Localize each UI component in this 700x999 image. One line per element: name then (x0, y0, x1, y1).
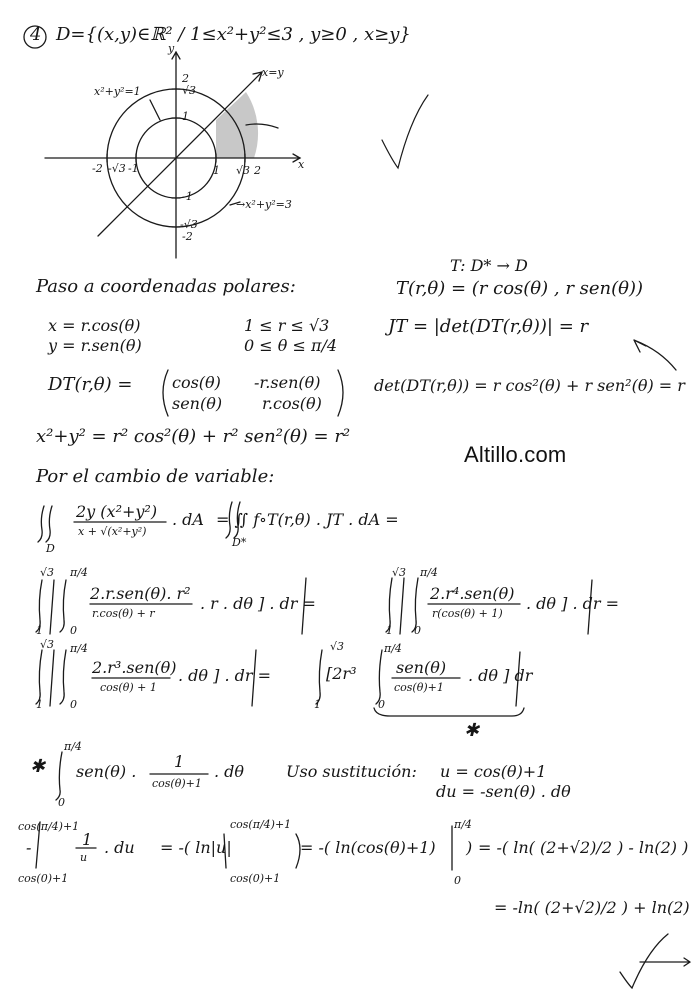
step2-lower: 0 (454, 874, 461, 887)
r-upper-4: √3 (330, 640, 345, 653)
aux-frac-den: cos(θ)+1 (152, 777, 202, 790)
du-definition: du = -sen(θ) . dθ (436, 782, 571, 801)
t-upper-1: π/4 (70, 566, 88, 579)
line-label: x=y (262, 66, 284, 79)
i3-tail: . dθ ] . dr = (526, 594, 620, 613)
jacobian: JT = |det(DT(r,θ))| = r (388, 316, 589, 337)
tick-neg-sqrt3: -√3 (180, 218, 198, 231)
i5-denominator: cos(θ)+1 (394, 681, 444, 694)
t-upper-4: π/4 (384, 642, 402, 655)
transform-title: T: D* → D (450, 256, 528, 275)
i3-numerator: 2.r⁴.sen(θ) (430, 584, 515, 603)
t-upper-3: π/4 (70, 642, 88, 655)
tick-sqrt3-top: √3 (182, 84, 197, 97)
tick-neg2: -2 (182, 230, 193, 243)
r-lower-2: 1 (386, 624, 393, 637)
r-upper-1: √3 (40, 566, 55, 579)
r-range: 1 ≤ r ≤ √3 (244, 316, 330, 335)
step2-upper: π/4 (454, 818, 472, 831)
i2-denominator: r.cos(θ) + r (92, 607, 155, 620)
int1-numerator: 2y (x²+y²) (76, 502, 158, 521)
i5-tail: . dθ ] dr (468, 666, 533, 685)
matrix-b: -r.sen(θ) (254, 373, 321, 392)
tick-1-right: 1 (213, 164, 220, 177)
i5-prefix: [2r³ (326, 664, 357, 683)
tick-neg-sqrt3-left: -√3 (108, 162, 126, 175)
tick-neg1-left: -1 (128, 162, 139, 175)
ln-lower: cos(0)+1 (230, 872, 281, 885)
t-lower-3: 0 (70, 698, 77, 711)
tick-sqrt3-right: √3 (236, 164, 251, 177)
aux-lower: 0 (58, 796, 65, 809)
x-equation: x = r.cos(θ) (48, 316, 141, 335)
matrix-a: cos(θ) (172, 373, 221, 392)
int1-region: D (46, 542, 55, 555)
domain-definition: D={(x,y)∈ℝ² / 1≤x²+y²≤3 , y≥0 , x≥y} (56, 24, 411, 45)
dt-label: DT(r,θ) = (48, 374, 133, 395)
i5-numerator: sen(θ) (396, 658, 447, 677)
s-numerator: 1 (82, 830, 93, 849)
s-minus: - (26, 838, 32, 857)
i3-denominator: r(cos(θ) + 1) (432, 607, 503, 620)
t-lower-2: 0 (414, 624, 421, 637)
r-lower-3: 1 (36, 698, 43, 711)
r-upper-2: √3 (392, 566, 407, 579)
int1-rhs: = ∬ f∘T(r,θ) . JT . dA = (216, 510, 399, 529)
r-upper-3: √3 (40, 638, 55, 651)
step2: = -( ln(cos(θ)+1) (300, 838, 436, 857)
star-marker-1: ✱ (464, 720, 480, 741)
theta-range: 0 ≤ θ ≤ π/4 (244, 336, 338, 355)
substitution-label: Uso sustitución: (286, 762, 417, 781)
t-upper-2: π/4 (420, 566, 438, 579)
inner-circle-label: x²+y²=1 (94, 85, 141, 98)
i4-denominator: cos(θ) + 1 (100, 681, 157, 694)
problem-number: 4 (30, 24, 42, 45)
determinant-line: det(DT(r,θ)) = r cos²(θ) + r sen²(θ) = r (374, 376, 685, 395)
s-lower: cos(0)+1 (18, 872, 69, 885)
tick-2-right: 2 (254, 164, 261, 177)
int1-da: . dA (172, 510, 204, 529)
r-lower-1: 1 (36, 624, 43, 637)
transform-definition: T(r,θ) = (r cos(θ) , r sen(θ)) (396, 278, 644, 299)
tick-2-top: 2 (182, 72, 189, 85)
i4-numerator: 2.r³.sen(θ) (92, 658, 177, 677)
outer-circle-label: →x²+y²=3 (236, 198, 292, 211)
axis-label-y: y (168, 42, 175, 55)
i4-tail: . dθ ] . dr = (178, 666, 272, 685)
tick-neg1: -1 (182, 190, 193, 203)
int1-region-star: D* (232, 536, 247, 549)
aux-upper: π/4 (64, 740, 82, 753)
aux-integrand: sen(θ) . (76, 762, 137, 781)
i2-tail: . r . dθ ] . dr = (200, 594, 316, 613)
y-equation: y = r.sen(θ) (48, 336, 142, 355)
r-lower-4: 1 (314, 698, 321, 711)
t-lower-4: 0 (378, 698, 385, 711)
i2-numerator: 2.r.sen(θ). r² (90, 584, 191, 603)
u-definition: u = cos(θ)+1 (440, 762, 547, 781)
watermark: Altillo.com (464, 442, 567, 467)
step3: = -( ln( (2+√2)/2 ) - ln(2) ) (478, 838, 689, 857)
t-lower-1: 0 (70, 624, 77, 637)
tick-1-top: 1 (182, 110, 189, 123)
step2-close: ) (466, 838, 473, 857)
matrix-c: sen(θ) (172, 394, 223, 413)
star-marker-2: ✱ (30, 756, 46, 777)
ln-step: = -( ln|u| (160, 838, 232, 857)
s-du: . du (104, 838, 135, 857)
tick-neg2-left: -2 (92, 162, 103, 175)
int1-denominator: x + √(x²+y²) (78, 525, 147, 538)
axis-label-x: x (298, 158, 305, 171)
aux-frac-num: 1 (174, 752, 185, 771)
change-var-heading: Por el cambio de variable: (36, 466, 275, 487)
polar-heading: Paso a coordenadas polares: (36, 276, 296, 297)
final-result: = -ln( (2+√2)/2 ) + ln(2) (494, 898, 690, 917)
s-denominator: u (80, 851, 88, 864)
s-upper: cos(π/4)+1 (18, 820, 80, 833)
matrix-d: r.cos(θ) (262, 394, 322, 413)
aux-dtheta: . dθ (214, 762, 245, 781)
ln-upper: cos(π/4)+1 (230, 818, 292, 831)
sum-of-squares: x²+y² = r² cos²(θ) + r² sen²(θ) = r² (36, 426, 351, 447)
